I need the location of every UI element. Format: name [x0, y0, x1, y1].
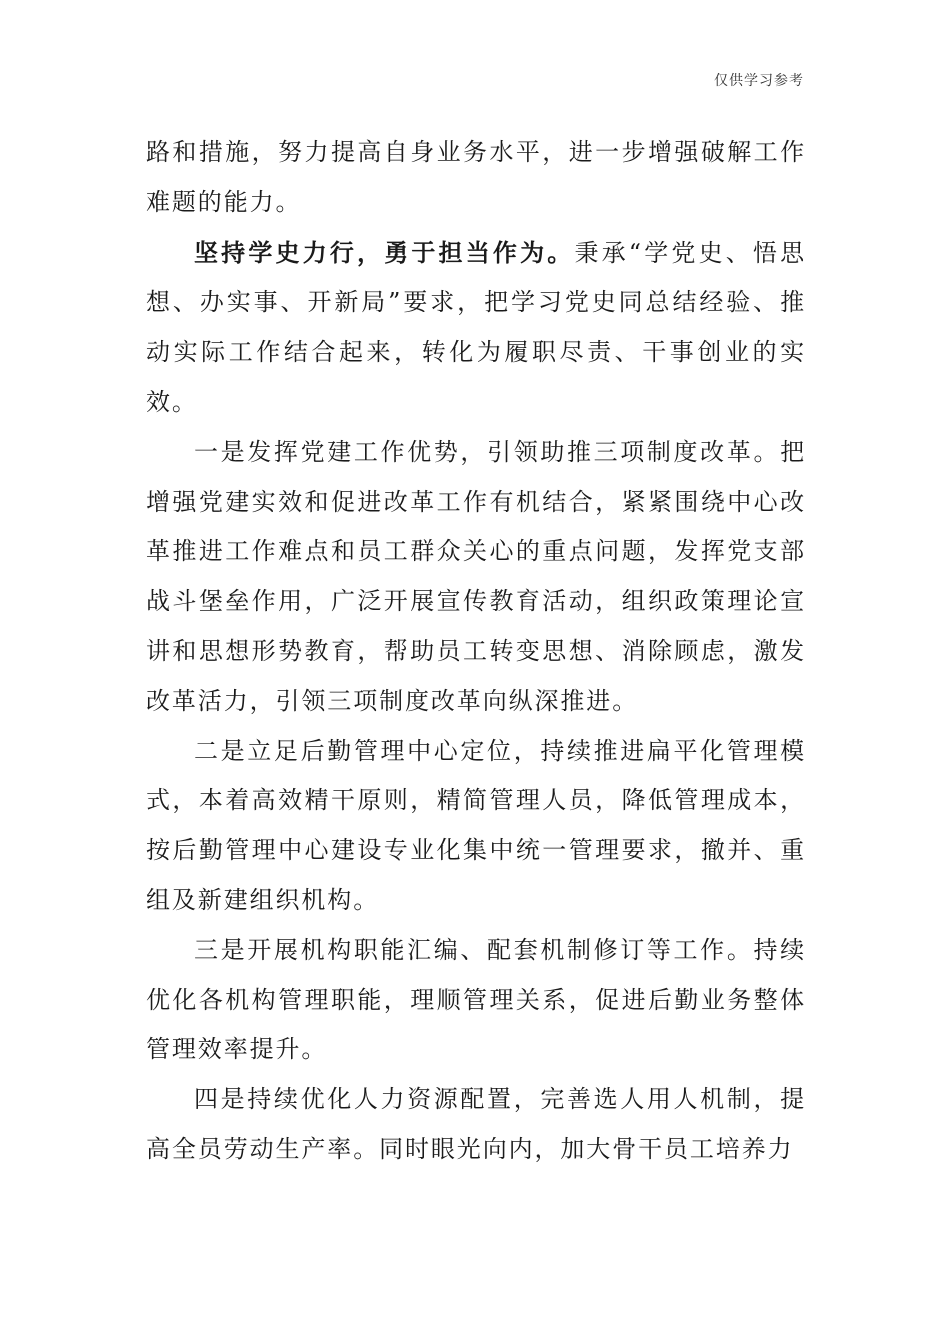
paragraph-text: 一是发挥党建工作优势，引领助推三项制度改革。把增强党建实效和促进改革工作有机结合，紧紧围绕中心改革推进工作难点和员工群众关心的重点问题，发挥党支部战斗堡垒作用，广泛开展宣传教育活动，组织政策理论宣讲和思想形势教育，帮助员工转变思想、消除顾虑，激发改革活力，引领三项制度改革向纵深推进。 — [146, 437, 806, 715]
paragraph-text: 秉承“学党史、悟思想、办实事、开新局”要求，把学习党史同总结经验、推动实际工作结合起来，转化为履职尽责、干事创业的实效。 — [146, 238, 806, 416]
document-body — [146, 128, 806, 1175]
paragraph-text: 路和措施，努力提高自身业务水平，进一步增强破解工作难题的能力。 — [146, 138, 806, 216]
paragraph-continuation — [146, 128, 806, 228]
paragraph-text: 三是开展机构职能汇编、配套机制修订等工作。持续优化各机构管理职能，理顺管理关系，促进后勤业务整体管理效率提升。 — [146, 935, 806, 1064]
paragraph-heading — [146, 228, 806, 428]
paragraph-item-1 — [146, 428, 806, 727]
paragraph-item-3 — [146, 926, 806, 1075]
paragraph-lead: 坚持学史力行，勇于担当作为。 — [194, 237, 575, 267]
header-note: 仅供学习参考 — [714, 73, 804, 89]
paragraph-text: 四是持续优化人力资源配置，完善选人用人机制，提高全员劳动生产率。同时眼光向内，加大骨干员工培养力 — [146, 1085, 806, 1163]
paragraph-item-2 — [146, 727, 806, 926]
paragraph-text: 二是立足后勤管理中心定位，持续推进扁平化管理模式，本着高效精干原则，精简管理人员，降低管理成本，按后勤管理中心建设专业化集中统一管理要求，撤并、重组及新建组织机构。 — [146, 736, 806, 914]
paragraph-item-4 — [146, 1075, 806, 1175]
